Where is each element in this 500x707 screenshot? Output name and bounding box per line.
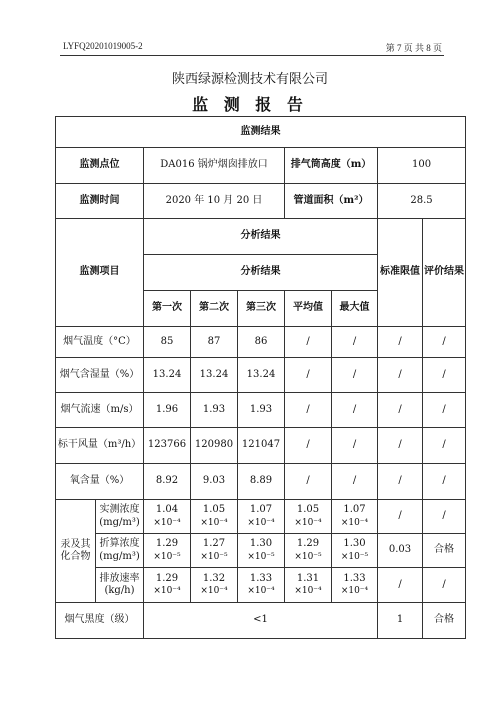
cell: 121047 <box>238 428 285 464</box>
cell: / <box>423 358 466 393</box>
cell: 1.29 ×10⁻⁵ <box>285 534 332 568</box>
cell: / <box>332 393 378 428</box>
cell: 1.07 ×10⁻⁴ <box>238 500 285 534</box>
cell: / <box>332 464 378 500</box>
row-label: 烟气温度（°C） <box>56 327 144 358</box>
cell: / <box>378 568 423 603</box>
sub-label: 折算浓度 (mg/m³) <box>96 534 144 568</box>
table-row <box>56 500 466 534</box>
cell: 1.30 ×10⁻⁵ <box>332 534 378 568</box>
cell: / <box>378 464 423 500</box>
analysis-subheader: 分析结果 <box>144 255 378 291</box>
cell: 1.07 ×10⁻⁴ <box>332 500 378 534</box>
table-row <box>56 327 466 358</box>
duct-area-label: 管道面积（m²） <box>285 184 378 219</box>
point-value: DA016 锅炉烟囱排放口 <box>144 148 285 184</box>
cell: <1 <box>144 603 378 639</box>
cell: / <box>285 393 332 428</box>
cell: / <box>285 358 332 393</box>
item-label: 监测项目 <box>56 219 144 327</box>
cell: 1.31 ×10⁻⁴ <box>285 568 332 603</box>
cell: 1.93 <box>238 393 285 428</box>
header-rule <box>60 55 444 56</box>
cell: / <box>332 358 378 393</box>
cell: 8.89 <box>238 464 285 500</box>
analysis-header: 分析结果 <box>144 219 378 255</box>
cell: 1.29 ×10⁻⁴ <box>144 568 191 603</box>
cell: / <box>378 358 423 393</box>
cell: / <box>378 500 423 534</box>
cell: 1.29 ×10⁻⁵ <box>144 534 191 568</box>
sub-label: 排放速率 (kg/h) <box>96 568 144 603</box>
cell: / <box>423 327 466 358</box>
table-row <box>56 568 466 603</box>
cell: 1.27 ×10⁻⁵ <box>191 534 238 568</box>
cell: / <box>423 464 466 500</box>
cell: / <box>423 500 466 534</box>
stack-height-value: 100 <box>378 148 466 184</box>
cell: 13.24 <box>191 358 238 393</box>
time-label: 监测时间 <box>56 184 144 219</box>
cell: 86 <box>238 327 285 358</box>
cell: 0.03 <box>378 534 423 568</box>
table-row <box>56 464 466 500</box>
col-max: 最大值 <box>332 291 378 327</box>
cell: 123766 <box>144 428 191 464</box>
cell: 1.30 ×10⁻⁵ <box>238 534 285 568</box>
company-name: 陕西绿源检测技术有限公司 <box>171 72 328 87</box>
cell: / <box>423 568 466 603</box>
col-average: 平均值 <box>285 291 332 327</box>
col-third: 第三次 <box>238 291 285 327</box>
cell: / <box>423 393 466 428</box>
cell: 1.04 ×10⁻⁴ <box>144 500 191 534</box>
time-value: 2020 年 10 月 20 日 <box>144 184 285 219</box>
cell: / <box>423 428 466 464</box>
document-number: LYFQ20201019005-2 <box>63 41 143 51</box>
limit-header: 标准限值 <box>378 219 423 327</box>
cell: 85 <box>144 327 191 358</box>
duct-area-value: 28.5 <box>378 184 466 219</box>
cell: 1.33 ×10⁻⁴ <box>332 568 378 603</box>
cell: 1.32 ×10⁻⁴ <box>191 568 238 603</box>
cell: 1.93 <box>191 393 238 428</box>
point-label: 监测点位 <box>56 148 144 184</box>
page-indicator: 第 7 页 共 8 页 <box>385 43 442 53</box>
stack-height-label: 排气筒高度（m） <box>285 148 378 184</box>
cell: / <box>285 327 332 358</box>
table-row <box>56 393 466 428</box>
table-row <box>56 428 466 464</box>
section-title: 监测结果 <box>56 117 466 148</box>
cell: 1.33 ×10⁻⁴ <box>238 568 285 603</box>
cell: / <box>285 464 332 500</box>
cell: 87 <box>191 327 238 358</box>
cell: 1.96 <box>144 393 191 428</box>
row-label: 氧含量（%） <box>56 464 144 500</box>
evaluation-header: 评价结果 <box>423 219 466 327</box>
row-label: 烟气流速（m/s） <box>56 393 144 428</box>
row-label: 标干风量（m³/h） <box>56 428 144 464</box>
cell: 9.03 <box>191 464 238 500</box>
col-first: 第一次 <box>144 291 191 327</box>
cell: / <box>285 428 332 464</box>
monitoring-results-table <box>55 116 466 639</box>
cell: 合格 <box>423 603 466 639</box>
cell: 120980 <box>191 428 238 464</box>
table-row <box>56 358 466 393</box>
table-row <box>56 534 466 568</box>
cell: / <box>378 393 423 428</box>
cell: / <box>332 428 378 464</box>
row-label: 烟气含湿量（%） <box>56 358 144 393</box>
sub-label: 实测浓度 (mg/m³) <box>96 500 144 534</box>
cell: / <box>332 327 378 358</box>
cell: 1.05 ×10⁻⁴ <box>191 500 238 534</box>
table-row <box>56 603 466 639</box>
cell: 1.05 ×10⁻⁴ <box>285 500 332 534</box>
row-label: 烟气黑度（级） <box>56 603 144 639</box>
cell: / <box>378 428 423 464</box>
report-title: 监 测 报 告 <box>192 95 308 114</box>
cell: / <box>378 327 423 358</box>
cell: 1 <box>378 603 423 639</box>
cell: 13.24 <box>144 358 191 393</box>
cell: 8.92 <box>144 464 191 500</box>
cell: 合格 <box>423 534 466 568</box>
mercury-group-label: 汞及其化合物 <box>56 500 96 603</box>
col-second: 第二次 <box>191 291 238 327</box>
cell: 13.24 <box>238 358 285 393</box>
